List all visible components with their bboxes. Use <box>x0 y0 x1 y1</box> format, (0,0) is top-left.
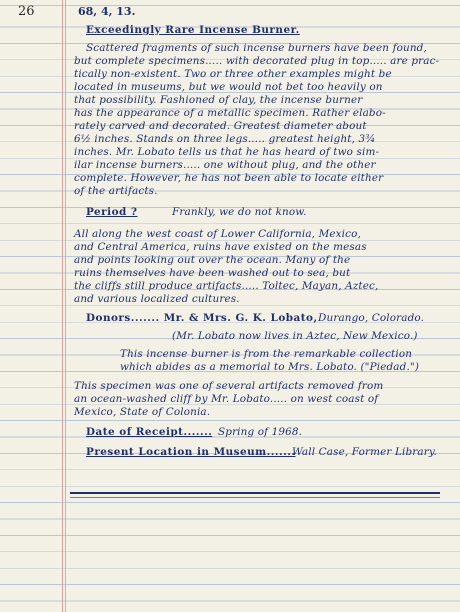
page-number: 26 <box>18 4 35 19</box>
text-line: which abides as a memorial to Mrs. Lobato. ("Piedad.") <box>120 361 420 373</box>
text-line: Present Location in Museum....... <box>86 446 296 458</box>
text-line: but complete specimens..... with decorated plug in top..... are prac- <box>74 55 440 67</box>
text-line: This incense burner is from the remarkable collection <box>120 348 413 360</box>
text-line: Frankly, we do not know. <box>172 206 307 218</box>
text-line: Durango, Colorado. <box>318 312 425 324</box>
text-line: and points looking out over the ocean. Many of the <box>74 254 351 266</box>
ink-divider-thin <box>70 497 440 498</box>
margin-rule-secondary <box>65 0 66 612</box>
text-line: Period ? <box>86 206 138 218</box>
text-line: and Central America, ruins have existed on the mesas <box>74 241 367 253</box>
text-line: tically non-existent. Two or three other examples might be <box>74 68 392 80</box>
text-line: the cliffs still produce artifacts..... Toltec, Mayan, Aztec, <box>74 280 379 292</box>
text-line: Date of Receipt....... <box>86 426 213 438</box>
text-line: ruins themselves have been washed out to sea, but <box>74 267 351 279</box>
text-line: Scattered fragments of such incense burners have been found, <box>86 42 427 54</box>
entry-date: 68, 4, 13. <box>78 5 136 18</box>
text-line: Wall Case, Former Library. <box>292 446 437 458</box>
text-line: ilar incense burners..... one without plug, and the other <box>74 159 376 171</box>
text-line: rately carved and decorated. Greatest diameter about <box>74 120 367 132</box>
text-line: and various localized cultures. <box>74 293 240 305</box>
text-line: of the artifacts. <box>74 185 158 197</box>
text-line: complete. However, he has not been able to locate either <box>74 172 384 184</box>
text-line: 6½ inches. Stands on three legs..... greatest height, 3¾ <box>74 133 376 145</box>
text-line: an ocean-washed cliff by Mr. Lobato..... on west coast of <box>74 393 379 405</box>
text-line: Donors....... Mr. & Mrs. G. K. Lobato, <box>86 312 318 324</box>
ink-divider <box>70 492 440 494</box>
text-line: Mexico, State of Colonia. <box>74 406 211 418</box>
text-line: that possibility. Fashioned of clay, the incense burner <box>74 94 363 106</box>
text-line: Exceedingly Rare Incense Burner. <box>86 24 300 36</box>
text-line: located in museums, but we would not bet too heavily on <box>74 81 383 93</box>
text-line: All along the west coast of Lower California, Mexico, <box>74 228 361 240</box>
margin-rule <box>62 0 63 612</box>
text-line: inches. Mr. Lobato tells us that he has heard of two sim- <box>74 146 380 158</box>
text-line: (Mr. Lobato now lives in Aztec, New Mexico.) <box>172 330 418 342</box>
text-line: Spring of 1968. <box>218 426 303 438</box>
text-line: has the appearance of a metallic specimen. Rather elabo- <box>74 107 386 119</box>
text-line: This specimen was one of several artifacts removed from <box>74 380 384 392</box>
